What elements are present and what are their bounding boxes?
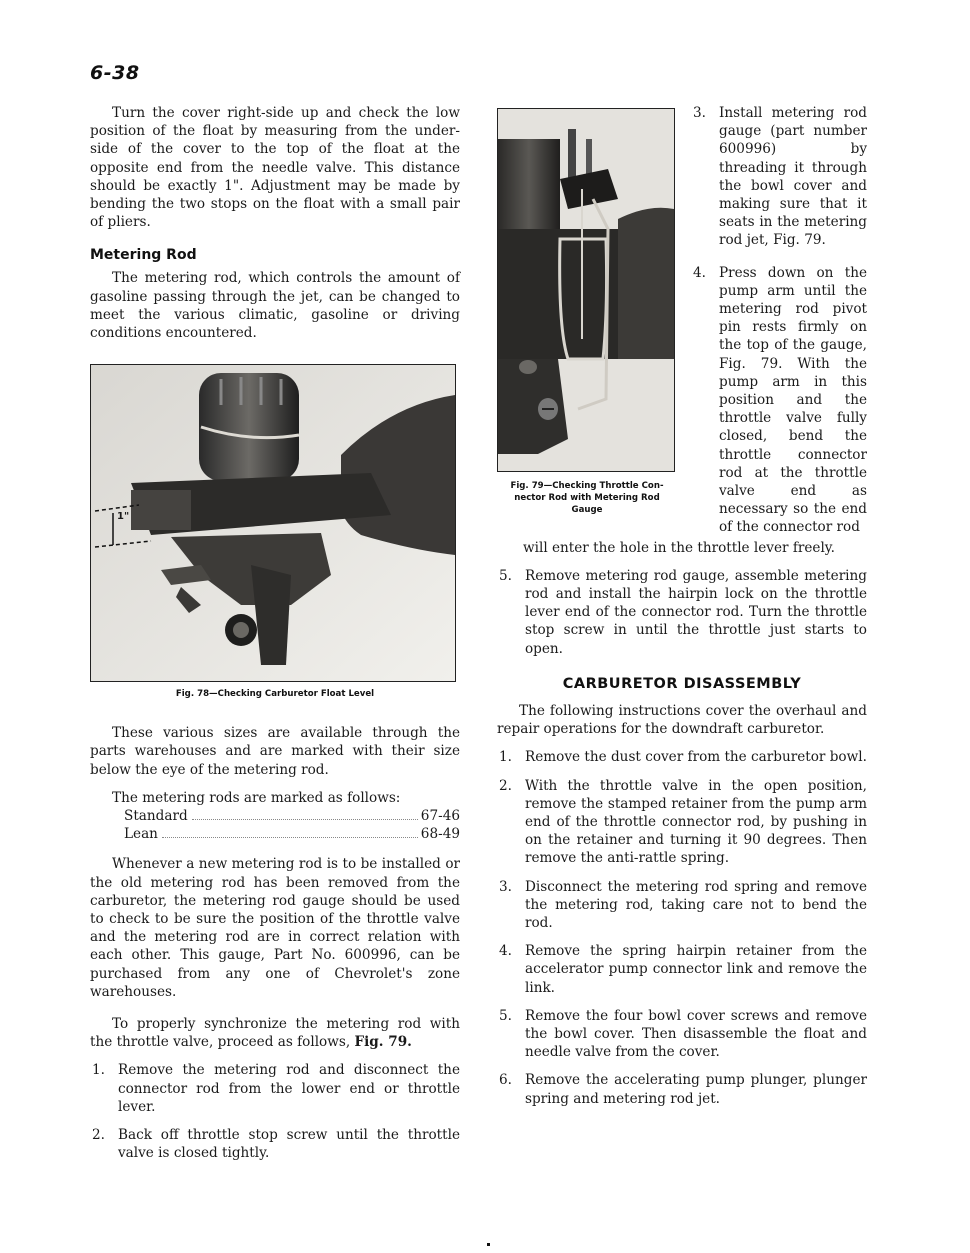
figure-79-photo <box>497 108 675 472</box>
figure-79-caption-line: nector Rod with Metering Rod <box>514 493 660 503</box>
figure-78-photo <box>90 364 456 682</box>
sync-paragraph <box>90 1015 460 1051</box>
rod-marking-value: 68-49 <box>420 826 460 843</box>
disassembly-intro: The following instructions cover the overhaul and repair operations for the downdraft carburetor. <box>497 702 867 738</box>
list-item <box>497 878 867 933</box>
measurement-label: 1" <box>117 511 130 523</box>
page-number: 6-38 <box>90 62 140 84</box>
print-mark <box>487 1243 490 1246</box>
rod-markings-list <box>90 807 460 843</box>
sync-paragraph-text: To properly synchronize the metering rod with the throttle valve, proceed as follows, <box>90 1016 460 1051</box>
figure-79-caption-line: Fig. 79—Checking Throttle Con- <box>510 481 664 491</box>
step-text: Remove metering rod gauge, assemble metering rod and install the hairpin lock on the throttle lever end of the connector rod. Turn the throttle stop screw in until the throttle just starts to open. <box>525 567 867 657</box>
step-number: 3. <box>693 105 706 121</box>
step-text: Back off throttle stop screw until the throttle valve is closed tightly. <box>118 1127 460 1162</box>
sync-steps-continued <box>691 104 867 537</box>
fig-79-reference: Fig. 79. <box>354 1034 412 1051</box>
disassembly-steps-list <box>497 748 867 1107</box>
step-text: Remove the metering rod and disconnect the connector rod from the lower end or throttle lever. <box>118 1062 460 1115</box>
rod-marking-row <box>90 825 460 843</box>
figure-78-caption: Fig. 78—Checking Carburetor Float Level <box>175 689 375 700</box>
list-item <box>497 1071 867 1107</box>
gauge-paragraph: Whenever a new metering rod is to be installed or the old metering rod has been removed from the carburetor, the metering rod gauge should be used to check to be sure the position of the throttle valve and the metering rod are in correct relation with each other. This gauge, Part No. 600996, can be purchased from any one of Chevrolet's zone warehouses. <box>90 856 460 1000</box>
metering-rod-paragraph: The metering rod, which controls the amount of gasoline passing through the jet, can be changed to meet the various climatic, gasoline or driving conditions encountered. <box>90 270 460 342</box>
step-number: 4. <box>499 943 512 960</box>
right-column <box>497 104 867 1118</box>
rod-marking-row <box>90 807 460 825</box>
list-item <box>497 748 867 766</box>
markings-intro: The metering rods are marked as follows: <box>112 789 401 806</box>
step-number: 4. <box>693 264 706 281</box>
step-text: Remove the dust cover from the carburetor bowl. <box>525 749 867 766</box>
list-item <box>497 942 867 997</box>
rod-marking-label: Lean <box>124 826 158 843</box>
rod-marking-value: 67-46 <box>420 808 460 825</box>
list-item <box>90 1061 460 1116</box>
step-4-continuation: will enter the hole in the throttle lever freely. <box>523 539 836 556</box>
step-text: Disconnect the metering rod spring and remove the metering rod, taking care not to bend the rod. <box>525 878 867 931</box>
figure-79-block <box>497 104 677 537</box>
leader-dots <box>162 825 418 838</box>
step-number: 5. <box>499 567 512 584</box>
sync-step-5-list <box>497 567 867 658</box>
step-text: Install metering rod gauge (part number 600996) by threading it through the bowl cover and making sure that it seats in the metering rod jet, Fig. 79. <box>719 105 867 249</box>
step-number: 2. <box>499 777 512 794</box>
step-text: With the throttle valve in the open position, remove the stamped retainer from the pump arm end of the throttle connector rod, by pushing in on the retainer and turning it 90 degrees. Then remove the anti-rattle spring. <box>525 777 867 867</box>
step-text: Remove the accelerating pump plunger, plunger spring and metering rod jet. <box>525 1072 867 1107</box>
float-level-paragraph: Turn the cover right-side up and check the low position of the float by measuring from the under-side of the cover to the top of the float at the opposite end from the needle valve. This distance should be exactly 1". Adjustment may be made by bending the two stops on the float with a small pair of pliers. <box>90 105 460 231</box>
list-item <box>691 104 867 250</box>
step-number: 2. <box>92 1127 105 1144</box>
figure-79-side-text <box>691 104 867 537</box>
figure-79-caption-line: Gauge <box>571 505 603 515</box>
sizes-paragraph: These various sizes are available through the parts warehouses and are marked with their size below the eye of the metering rod. <box>90 725 460 778</box>
figure-79-caption <box>497 480 677 516</box>
rod-marking-label: Standard <box>124 808 188 825</box>
left-column <box>90 104 460 1173</box>
leader-dots <box>192 807 418 820</box>
step-number: 3. <box>499 878 512 895</box>
step-number: 6. <box>499 1072 512 1089</box>
step-number: 1. <box>499 749 512 766</box>
step-text: Remove the four bowl cover screws and remove the bowl cover. Then disassemble the float and needle valve from the cover. <box>525 1007 867 1061</box>
list-item <box>691 264 867 537</box>
list-item <box>497 1007 867 1062</box>
list-item <box>90 1126 460 1162</box>
list-item <box>497 567 867 658</box>
carburetor-float-photo <box>91 365 455 681</box>
list-item <box>497 777 867 868</box>
step-number: 5. <box>499 1007 512 1024</box>
step-number: 1. <box>92 1062 105 1079</box>
step-text: Press down on the pump arm until the metering rod pivot pin rests firmly on the top of the gauge, Fig. 79. With the pump arm in this position and the throttle valve fully closed, bend the throttle connector rod at the throttle valve end as necessary so the end of the connector rod <box>719 264 867 536</box>
metering-rod-heading: Metering Rod <box>90 247 197 264</box>
sync-steps-list <box>90 1061 460 1162</box>
throttle-connector-photo <box>498 109 674 471</box>
step-text: Remove the spring hairpin retainer from the accelerator pump connector link and remove the link. <box>525 943 867 996</box>
carburetor-disassembly-heading: CARBURETOR DISASSEMBLY <box>562 675 802 692</box>
